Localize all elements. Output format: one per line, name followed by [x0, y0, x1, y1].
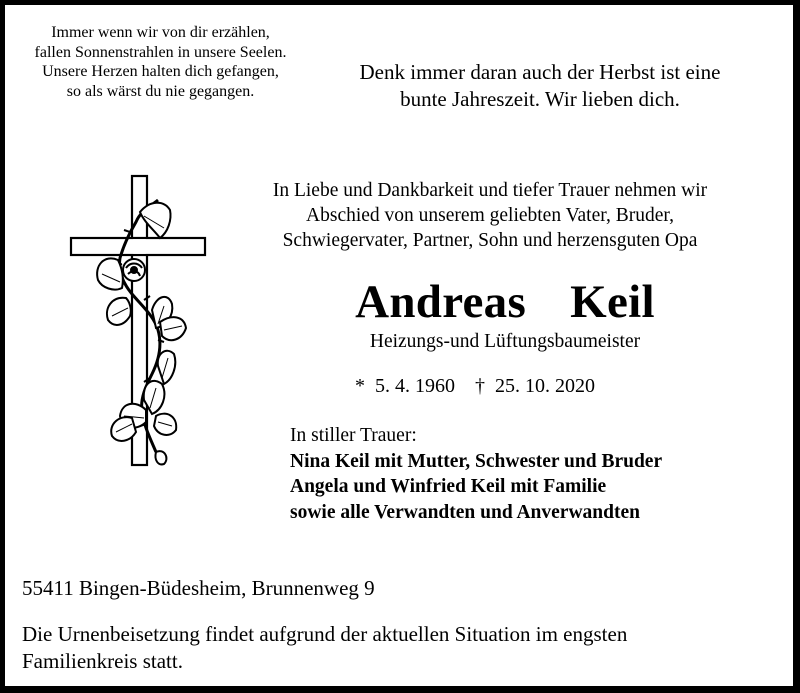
poem-left-line: fallen Sonnenstrahlen in unsere Seelen. [34, 43, 287, 61]
notice-line: Die Urnenbeisetzung findet aufgrund der aktuellen Situation im engsten [22, 622, 628, 646]
poem-right-line: Denk immer daran auch der Herbst ist eine [359, 60, 721, 84]
notice-line: Familienkreis statt. [22, 649, 183, 673]
intro-line: Schwiegervater, Partner, Sohn und herzensguten Opa [282, 230, 698, 251]
deceased-profession: Heizungs-und Lüftungsbaumeister [369, 331, 641, 352]
intro-line: Abschied von unserem geliebten Vater, Bruder, [306, 205, 674, 226]
deceased-name: Andreas Keil [355, 276, 655, 328]
intro-text [220, 178, 760, 253]
poem-left [8, 23, 313, 101]
poem-left-line: Unsere Herzen halten dich gefangen, [42, 63, 279, 80]
mourner-line: sowie alle Verwandten und Anverwandten [290, 501, 640, 523]
poem-right [320, 59, 760, 113]
poem-right-line: bunte Jahreszeit. Wir lieben dich. [400, 87, 680, 111]
mourners-heading: In stiller Trauer: [290, 425, 417, 446]
cross-with-rose-vine-icon [60, 170, 220, 470]
mourner-line: Angela und Winfried Keil mit Familie [290, 476, 607, 497]
life-dates: * 5. 4. 1960 † 25. 10. 2020 [355, 375, 595, 397]
intro-line: In Liebe und Dankbarkeit und tiefer Trauer nehmen wir [272, 180, 708, 201]
poem-left-line: Immer wenn wir von dir erzählen, [51, 24, 270, 41]
address: 55411 Bingen-Büdesheim, Brunnenweg 9 [22, 576, 375, 600]
mourners-block [290, 423, 760, 525]
burial-notice [22, 621, 742, 675]
mourner-line: Nina Keil mit Mutter, Schwester und Bruder [290, 450, 663, 472]
poem-left-line: so als wärst du nie gegangen. [66, 82, 255, 100]
